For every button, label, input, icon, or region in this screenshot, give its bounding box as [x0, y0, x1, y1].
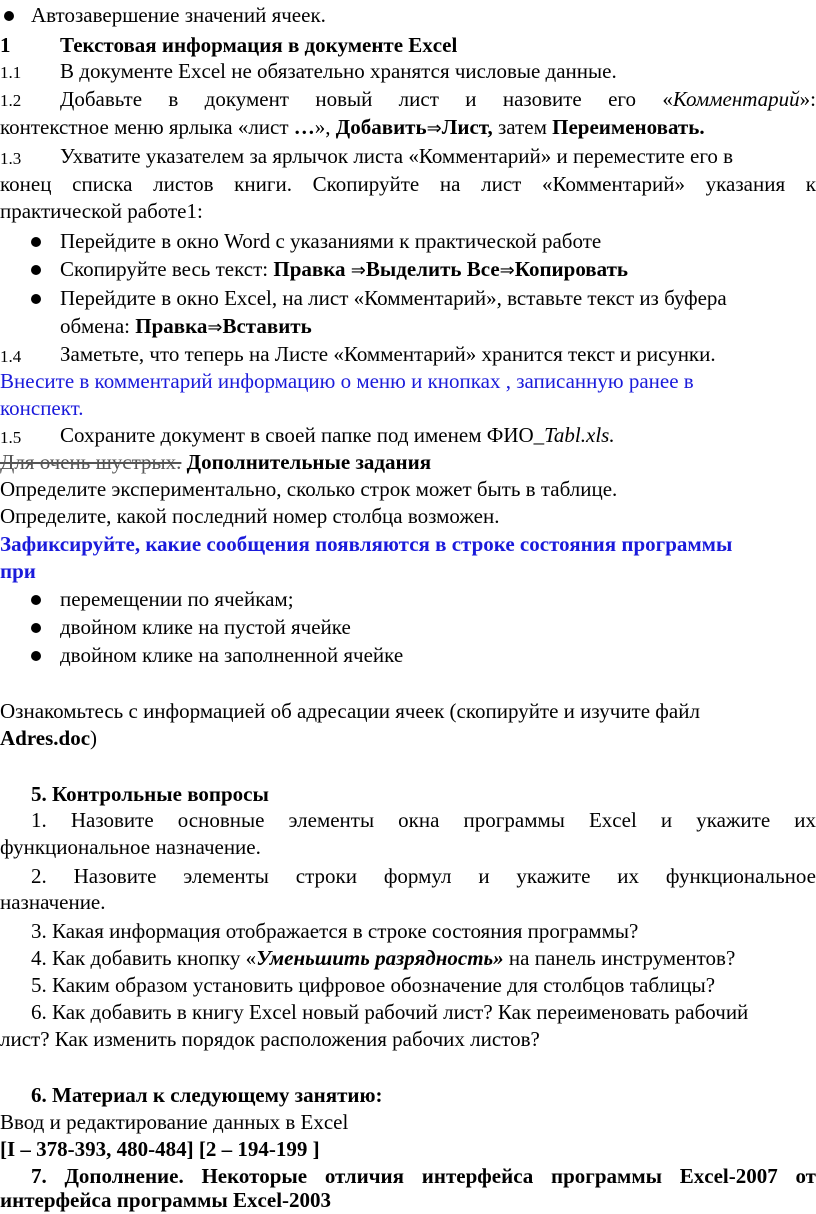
- section-6-title: 6. Материал к следующему занятию:: [31, 1083, 383, 1107]
- blue-note-2: Зафиксируйте, какие сообщения появляются в строке состояния программы: [0, 532, 733, 556]
- bullet-icon: [31, 651, 41, 661]
- item-1-3-text: Ухватите указателем за ярлычок листа «Комментарий» и переместите его в: [60, 144, 734, 168]
- item-1-2-text-cont: контекстное меню ярлыка «лист …», Добавить⇒Лист, затем Переименовать.: [0, 115, 705, 139]
- extra-tasks-heading: Для очень шустрых. Дополнительные задания: [0, 450, 432, 474]
- item-1-5-text: Сохраните документ в своей папке под именем ФИО_Tabl.xls.: [60, 423, 615, 447]
- extra-p2: Определите, какой последний номер столбца возможен.: [0, 504, 500, 528]
- section-7-title-cont: интерфейса программы Excel-2003: [0, 1188, 332, 1212]
- extra-p3-cont: Adres.doc): [0, 726, 98, 750]
- extra-bullet-2: двойном клике на пустой ячейке: [60, 615, 351, 639]
- bullet-icon: [31, 623, 41, 633]
- extra-bullet-3: двойном клике на заполненной ячейке: [60, 643, 404, 667]
- question-6: 6. Как добавить в книгу Excel новый рабочий лист? Как переименовать рабочий: [31, 1000, 749, 1024]
- sub-bullet-2: Скопируйте весь текст: Правка ⇒Выделить Все⇒Копировать: [60, 257, 629, 281]
- sub-bullet-1: Перейдите в окно Word с указаниями к практической работе: [60, 229, 602, 253]
- blue-note-2-cont: при: [0, 559, 36, 583]
- section-6-p1: Ввод и редактирование данных в Excel: [0, 1110, 349, 1134]
- bullet-icon: [31, 595, 41, 605]
- sub-bullet-3: Перейдите в окно Excel, на лист «Комментарий», вставьте текст из буфера: [60, 286, 727, 310]
- extra-p1: Определите экспериментально, сколько строк может быть в таблице.: [0, 477, 618, 501]
- section-1-title: Текстовая информация в документе Excel: [60, 33, 458, 57]
- question-1-cont: функциональное назначение.: [0, 835, 261, 859]
- question-3: 3. Какая информация отображается в строке состояния программы?: [31, 919, 639, 943]
- section-6-p2: [I – 378-393, 480-484] [2 – 194-199 ]: [0, 1137, 320, 1161]
- bullet-icon: [31, 237, 41, 247]
- bullet-icon: [4, 11, 14, 21]
- blue-note-1-cont: конспект.: [0, 396, 84, 420]
- item-1-1-text: В документе Excel не обязательно хранятся числовые данные.: [60, 59, 617, 83]
- question-4: 4. Как добавить кнопку «Уменьшить разрядность» на панель инструментов?: [31, 946, 736, 970]
- question-2: 2. Назовите элементы строки формул и укажите их функциональное: [31, 864, 816, 888]
- bullet-icon: [31, 265, 41, 275]
- sub-bullet-3-cont: обмена: Правка⇒Вставить: [60, 314, 312, 338]
- bullet-icon: [31, 294, 41, 304]
- item-1-2-text: Добавьте в документ новый лист и назовите его «Комментарий»:: [60, 87, 816, 111]
- intro-bullet-text: Автозавершение значений ячеек.: [31, 3, 326, 27]
- extra-bullet-1: перемещении по ячейкам;: [60, 587, 294, 611]
- item-1-3-text-cont: конец списка листов книги. Скопируйте на лист «Комментарий» указания к: [0, 172, 816, 196]
- item-1-3-text-end: практической работе1:: [0, 199, 203, 223]
- question-1: 1. Назовите основные элементы окна программы Excel и укажите их: [31, 808, 816, 832]
- struck-label: Для очень шустрых.: [0, 450, 182, 474]
- section-1-number: 1: [0, 33, 11, 57]
- question-6-cont: лист? Как изменить порядок расположения рабочих листов?: [0, 1027, 540, 1051]
- blue-note-1: Внесите в комментарий информацию о меню и кнопках , записанную ранее в: [0, 369, 694, 393]
- extra-p3: Ознакомьтесь с информацией об адресации ячеек (скопируйте и изучите файл: [0, 699, 700, 723]
- item-1-1-number: 1.1: [0, 63, 22, 82]
- item-1-3-number: 1.3: [0, 149, 22, 168]
- item-1-4-text: Заметьте, что теперь на Листе «Комментарий» хранится текст и рисунки.: [60, 342, 716, 366]
- section-5-title: 5. Контрольные вопросы: [31, 782, 269, 806]
- item-1-4-number: 1.4: [0, 347, 22, 366]
- item-1-2-number: 1.2: [0, 91, 22, 110]
- section-7-title: 7. Дополнение. Некоторые отличия интерфейса программы Excel-2007 от: [31, 1164, 816, 1188]
- question-2-cont: назначение.: [0, 890, 106, 914]
- question-5: 5. Каким образом установить цифровое обозначение для столбцов таблицы?: [31, 973, 716, 997]
- item-1-5-number: 1.5: [0, 428, 22, 447]
